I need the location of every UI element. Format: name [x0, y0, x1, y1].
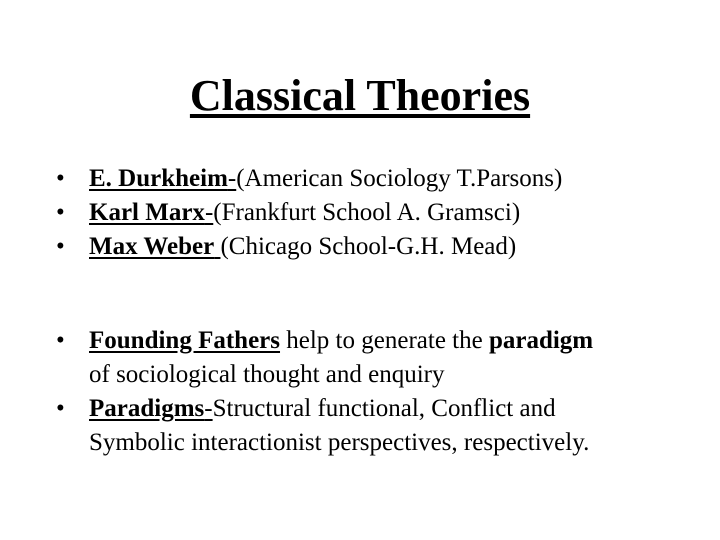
- theorist-name: E. Durkheim: [89, 165, 228, 192]
- separator: -: [227, 165, 237, 192]
- paradigm-list: [56, 324, 593, 460]
- list-item-founding-fathers: [56, 324, 593, 392]
- item-text: Structural functional, Conflict and: [212, 395, 556, 422]
- term-founding-fathers: Founding Fathers: [89, 327, 281, 354]
- item-text-continued: of sociological thought and enquiry: [89, 361, 445, 388]
- theorist-school: (American Sociology T.Parsons): [236, 165, 563, 192]
- theorists-list: [56, 162, 562, 264]
- list-item-paradigms: [56, 392, 593, 460]
- term-paradigms: Paradigms: [89, 395, 205, 422]
- bullet-icon: •: [56, 233, 65, 260]
- bullet-icon: •: [56, 395, 65, 422]
- list-item-weber: [56, 230, 562, 264]
- separator: -: [204, 395, 213, 422]
- item-text: help to generate the: [280, 327, 489, 354]
- slide-title-text: Classical Theories: [189, 71, 531, 120]
- theorist-name: Max Weber: [89, 233, 215, 260]
- slide-title: [0, 68, 720, 124]
- separator: -: [204, 199, 214, 226]
- bullet-icon: •: [56, 165, 65, 192]
- term-paradigm: paradigm: [488, 327, 594, 354]
- bullet-icon: •: [56, 199, 65, 226]
- list-item-marx: [56, 196, 562, 230]
- theorist-name: Karl Marx: [89, 199, 205, 226]
- list-item-durkheim: [56, 162, 562, 196]
- theorist-school: (Chicago School-G.H. Mead): [220, 233, 517, 260]
- bullet-icon: •: [56, 327, 65, 354]
- item-text-continued: Symbolic interactionist perspectives, respectively.: [89, 429, 590, 456]
- theorist-school: (Frankfurt School A. Gramsci): [213, 199, 521, 226]
